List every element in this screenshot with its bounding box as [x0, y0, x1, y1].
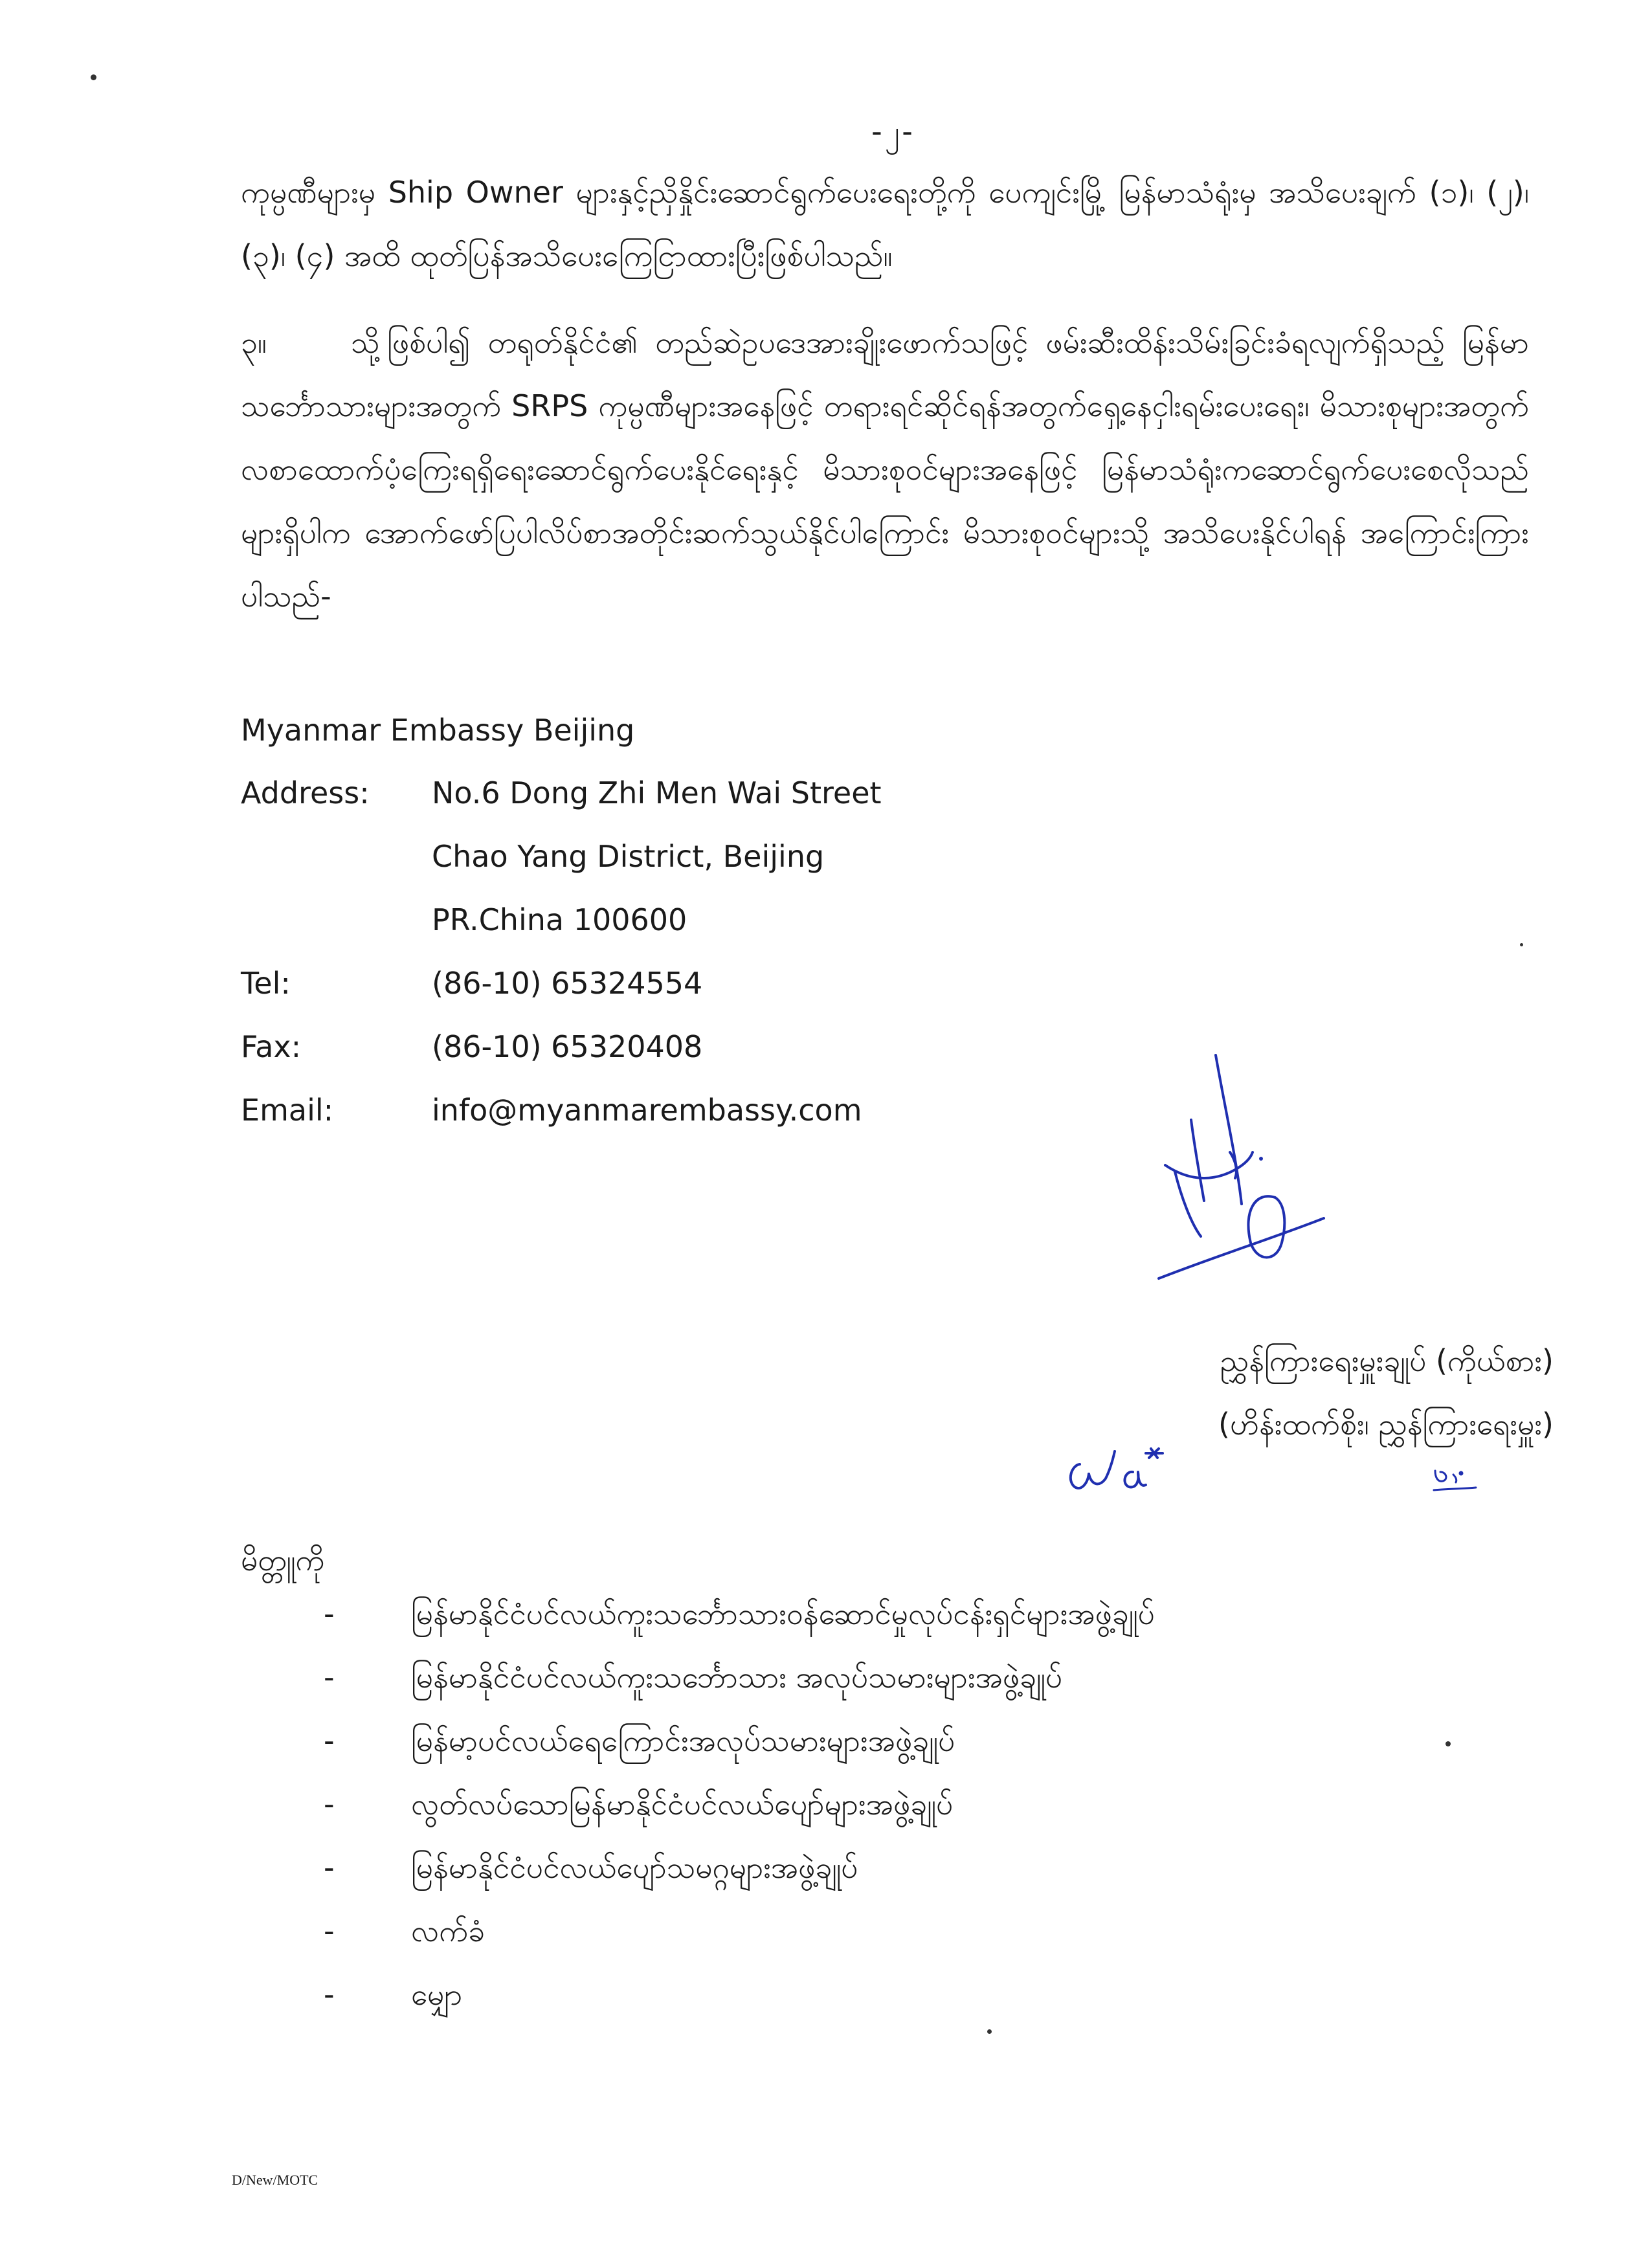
tel-value: (86-10) 65324554 — [432, 966, 703, 1001]
cc-item-text: မြန်မာနိုင်ငံပင်လယ်ကူးသင်္ဘောသား အလုပ်သမားများအဖွဲ့ချုပ် — [411, 1660, 1063, 1695]
cc-item-text: လွတ်လပ်သောမြန်မာနိုင်ငံပင်လယ်ပျော်များအဖွဲ့ချုပ် — [411, 1787, 954, 1822]
scan-speck — [987, 2029, 992, 2034]
fax-value: (86-10) 65320408 — [432, 1029, 703, 1064]
cc-dash: - — [324, 1850, 335, 1885]
cc-dash: - — [324, 1913, 335, 1948]
handwritten-signature — [1139, 1049, 1334, 1295]
cc-item-text: မြန်မာ့ပင်လယ်ရေကြောင်းအလုပ်သမားများအဖွဲ့ချုပ် — [411, 1723, 955, 1758]
cc-dash: - — [324, 1723, 335, 1758]
paragraph-continuation: ကုမ္ပဏီများမှ Ship Owner များနှင့်ညှိနှိုင်းဆောင်ရွက်ပေးရေးတို့ကို ပေကျင်းမြို့ မြန်မာသံရုံးမှ အသိပေးချက် (၁)၊ (၂)၊ (၃)၊ (၄) အထိ ထုတ်ပြန်အသိပေးကြေငြာထားပြီးဖြစ်ပါသည်။ — [241, 175, 1529, 273]
handwritten-mark — [1427, 1463, 1486, 1502]
scan-speck — [1446, 1741, 1451, 1746]
handwritten-initials — [1062, 1438, 1191, 1497]
signer-name: (ဟိန်းထက်စိုး၊ ညွှန်ကြားရေးမှူး) — [1218, 1407, 1554, 1442]
paragraph-3 — [241, 311, 1529, 628]
scan-speck — [91, 74, 96, 80]
scan-speck — [1520, 943, 1523, 946]
cc-dash: - — [324, 1596, 335, 1631]
embassy-name: Myanmar Embassy Beijing — [241, 713, 635, 748]
paragraph-3-text: သို့ဖြစ်ပါ၍ တရုတ်နိုင်ငံ၏ တည်ဆဲဥပဒေအားချိုးဖောက်သဖြင့် ဖမ်းဆီးထိန်းသိမ်းခြင်းခံရလျက်ရှိသည့် မြန်မာသင်္ဘောသားများအတွက် SRPS ကုမ္ပဏီများအနေဖြင့် တရားရင်ဆိုင်ရန်အတွက်ရှေ့နေငှါးရမ်းပေးရေး၊ မိသားစုများအတွက် လစာထောက်ပံ့ကြေးရရှိရေးဆောင်ရွက်ပေးနိုင်ရေးနှင့် မိသားစုဝင်များအနေဖြင့် မြန်မာသံရုံးကဆောင်ရွက်ပေးစေလိုသည်များရှိပါက အောက်ဖော်ပြပါလိပ်စာအတိုင်းဆက်သွယ်နိုင်ပါကြောင်း မိသားစုဝင်များသို့ အသိပေးနိုင်ပါရန် အကြောင်းကြားပါသည်- — [241, 325, 1529, 614]
cc-item-text: မျှော — [411, 1977, 463, 2012]
paragraph-number: ၃။ — [241, 325, 267, 360]
cc-item-text: လက်ခံ — [411, 1913, 486, 1948]
cc-item-text: မြန်မာနိုင်ငံပင်လယ်ပျော်သမဂ္ဂများအဖွဲ့ချုပ် — [411, 1850, 858, 1885]
cc-item-text: မြန်မာနိုင်ငံပင်လယ်ကူးသင်္ဘောသားဝန်ဆောင်မှုလုပ်ငန်းရှင်များအဖွဲ့ချုပ် — [411, 1596, 1155, 1631]
address-label: Address: — [241, 775, 370, 810]
signer-title: ညွှန်ကြားရေးမှူးချုပ် (ကိုယ်စား) — [1220, 1343, 1554, 1378]
tel-label: Tel: — [241, 966, 291, 1001]
email-value: info@myanmarembassy.com — [432, 1093, 862, 1128]
address-line-2: Chao Yang District, Beijing — [432, 839, 825, 874]
address-line-3: PR.China 100600 — [432, 902, 687, 937]
email-label: Email: — [241, 1093, 334, 1128]
cc-dash: - — [324, 1787, 335, 1822]
reference-code: D/New/MOTC — [232, 2172, 318, 2188]
page-number: -၂- — [871, 114, 915, 149]
address-line-1: No.6 Dong Zhi Men Wai Street — [432, 775, 882, 810]
cc-dash: - — [324, 1977, 335, 2012]
cc-dash: - — [324, 1660, 335, 1695]
cc-heading: မိတ္တူကို — [241, 1543, 325, 1577]
fax-label: Fax: — [241, 1029, 302, 1064]
